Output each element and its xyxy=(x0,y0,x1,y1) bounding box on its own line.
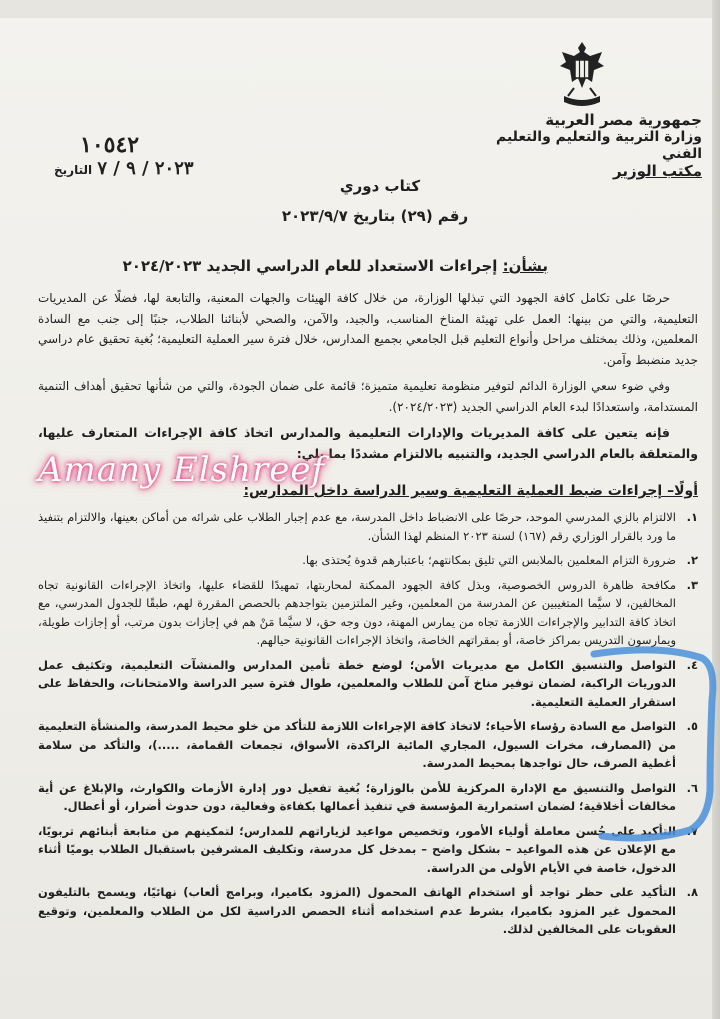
ministry-line: جمهورية مصر العربية xyxy=(545,111,702,129)
top-frame xyxy=(0,0,720,18)
item-number: ١. xyxy=(686,510,698,524)
paragraph: وفي ضوء سعي الوزارة الدائم لتوفير منظومة تعليمية متميزة؛ قائمة على ضمان الجودة، والتي من شأنها تحقيق أهداف التنمية المستدامة، واستعدادًا لبدء العام الدراسي الجديد (٢٠٢٤/٢٠٢٣). xyxy=(38,379,698,414)
item-text: مكافحة ظاهرة الدروس الخصوصية، وبذل كافة الجهود الممكنة لمحاربتها، تمهيدًا للقضاء عليها، واتخاذ الإجراءات القانونية تجاه المخالفين، لا سيَّما المتغيبين عن المدرسة من المعلمين، وغير الملتزمين بتواجدهم بالحصص المقررة لهم، طبقًا للجدول المدرسي، مع اتخاذ كافة التدابير والإجراءات اللازمة تجاه من يمارس المهنة، دون وجه حق، لا سيَّما مَنْ هم في إجازات بدون مرتب، أو إجازات طويلة، ويمارسون التدريس بمراكز خاصة، أو بمقراتهم الخاصة، واتخاذ الإجراءات القانونية حيالهم. xyxy=(38,577,676,647)
ministry-line: وزارة التربية والتعليم والتعليم الفني xyxy=(495,129,702,162)
blue-bracket-annotation xyxy=(590,640,720,850)
handwritten-date: ٢٠٢٣ / ٩ / ٧ xyxy=(97,158,194,179)
item-text: التأكيد على حظر تواجد أو استخدام الهاتف المحمول (المزود بكاميرا، وبرامج ألعاب) نهائيًا، ويسمح بالتليفون المحمول غير المزود بكاميرا، بشرط عدم استخدامه أثناء الحصص الدراسية لكل من الطلاب والمعلمين، وتوقيع العقوبات على المخالفين لذلك. xyxy=(38,885,676,936)
watermark: Amany Elshreef xyxy=(38,450,326,490)
page-edge xyxy=(712,0,720,1019)
document-body xyxy=(38,288,698,470)
item-text: التواصل والتنسيق الكامل مع مديريات الأمن؛ لوضع خطة تأمين المدارس والمنشآت التعليمية، وتكثيف عمل الدوريات الراكبة، لضمان توفير مناخ آمن للطلاب والمعلمين، طوال فترة سير الدراسة والامتحانات، والحفاظ على استقرار العملية التعليمية. xyxy=(38,657,676,709)
list-item xyxy=(38,508,698,545)
item-text: ضرورة التزام المعلمين بالملابس التي تليق بمكانتهم؛ باعتبارهم قدوة يُحتذى بها. xyxy=(302,553,676,567)
eagle-emblem-icon xyxy=(556,38,608,110)
list-item xyxy=(38,576,698,650)
item-number: ٣. xyxy=(686,577,698,592)
handwritten-number: ١٠٥٤٢ xyxy=(80,132,140,158)
item-text: التواصل مع السادة رؤساء الأحياء؛ لاتخاذ كافة الإجراءات اللازمة للتأكد من خلو محيط المدرسة، والمنشأة التعليمية من (المصارف، مخرات السيول، المجاري المائية الراكدة، الأسواق، تجمعات القمامة، .....)، والتأكد من سلامة أغطية الصرف، حال تواجدها بمحيط المدرسة. xyxy=(38,719,676,770)
subject-text: إجراءات الاستعداد للعام الدراسي الجديد ٢٠٢٤/٢٠٢٣ xyxy=(122,257,498,275)
subject-line xyxy=(123,257,548,275)
item-number: ٤. xyxy=(686,657,698,672)
list-item xyxy=(38,551,698,570)
item-text: الالتزام بالزي المدرسي الموحد، حرصًا على الانضباط داخل المدرسة، مع عدم إجبار الطلاب على شرائه من أماكن بعينها، والالتزام بتنفيذ ما ورد بالقرار الوزاري رقم (١٦٧) لسنة ٢٠٢٣ المنظم لهذا الشأن. xyxy=(38,510,676,543)
ministry-line: مكتب الوزير xyxy=(612,162,702,180)
item-number: ٨. xyxy=(686,885,698,899)
paragraph: حرصًا على تكامل كافة الجهود التي تبذلها الوزارة، من خلال كافة الهيئات والجهات المعنية، والتابعة لها، فضلًا عن المديريات التعليمية، والتي من بينها: العمل على تهيئة المناخ المناسب، والجيد، والآمن، والصحي لأبنائنا الطلاب، جنبًا إلى جنب مع السادة المعلمين، وذلك بمختلف مراحل وأنواع التعليم قبل الجامعي بجميع المدارس، خلال فترة سير العملية التعليمية؛ بُغية تحقيق عام دراسي جديد منضبط وآمن. xyxy=(38,291,698,367)
item-text: التأكيد على حُسن معاملة أولياء الأمور، وتخصيص مواعيد لزياراتهم للمدارس؛ لتمكينهم من متابعة أبنائهم تربويًا، مع الإعلان عن هذه المواعيد – بشكل واضح – بمدخل كل مدرسة، وتكليف المشرفين باستقبال الطلاب يوميًا أثناء الدخول، خاصة في الأيام الأولى من الدراسة. xyxy=(38,823,676,875)
item-number: ٦. xyxy=(686,780,698,795)
ministry-header xyxy=(492,112,702,180)
document-type: كتاب دوري xyxy=(339,177,421,195)
date-row xyxy=(46,158,194,179)
item-text: التواصل والتنسيق مع الإدارة المركزية للأمن بالوزارة؛ بُغية تفعيل دور إدارة الأزمات والكوارث، والإبلاغ عن أية مخالفات أخلاقية؛ لضمان استمرارية المؤسسة في تنفيذ أعمالها بكفاءة وفعالية، دون حدوث أضرار، أو أعطال. xyxy=(38,780,676,813)
date-label: التاريخ xyxy=(54,163,93,177)
item-number: ٥. xyxy=(686,719,698,733)
directive-paragraph: فإنه يتعين على كافة المديريات والإدارات التعليمية والمدارس اتخاذ كافة الإجراءات المتعارف عليها، والمتعلقة بالعام الدراسي الجديد، والتنبيه بالالتزام مشددًا بما يلي: xyxy=(38,425,698,461)
item-number: ٧. xyxy=(686,823,698,838)
subject-label: بشأن: xyxy=(502,257,548,275)
item-number: ٢. xyxy=(686,553,698,567)
list-item xyxy=(38,883,698,939)
section-heading: أولًا– إجراءات ضبط العملية التعليمية وسير الدراسة داخل المدارس: xyxy=(243,483,698,499)
reference-line: رقم (٢٩) بتاريخ ٢٠٢٣/٩/٧ xyxy=(281,207,469,225)
